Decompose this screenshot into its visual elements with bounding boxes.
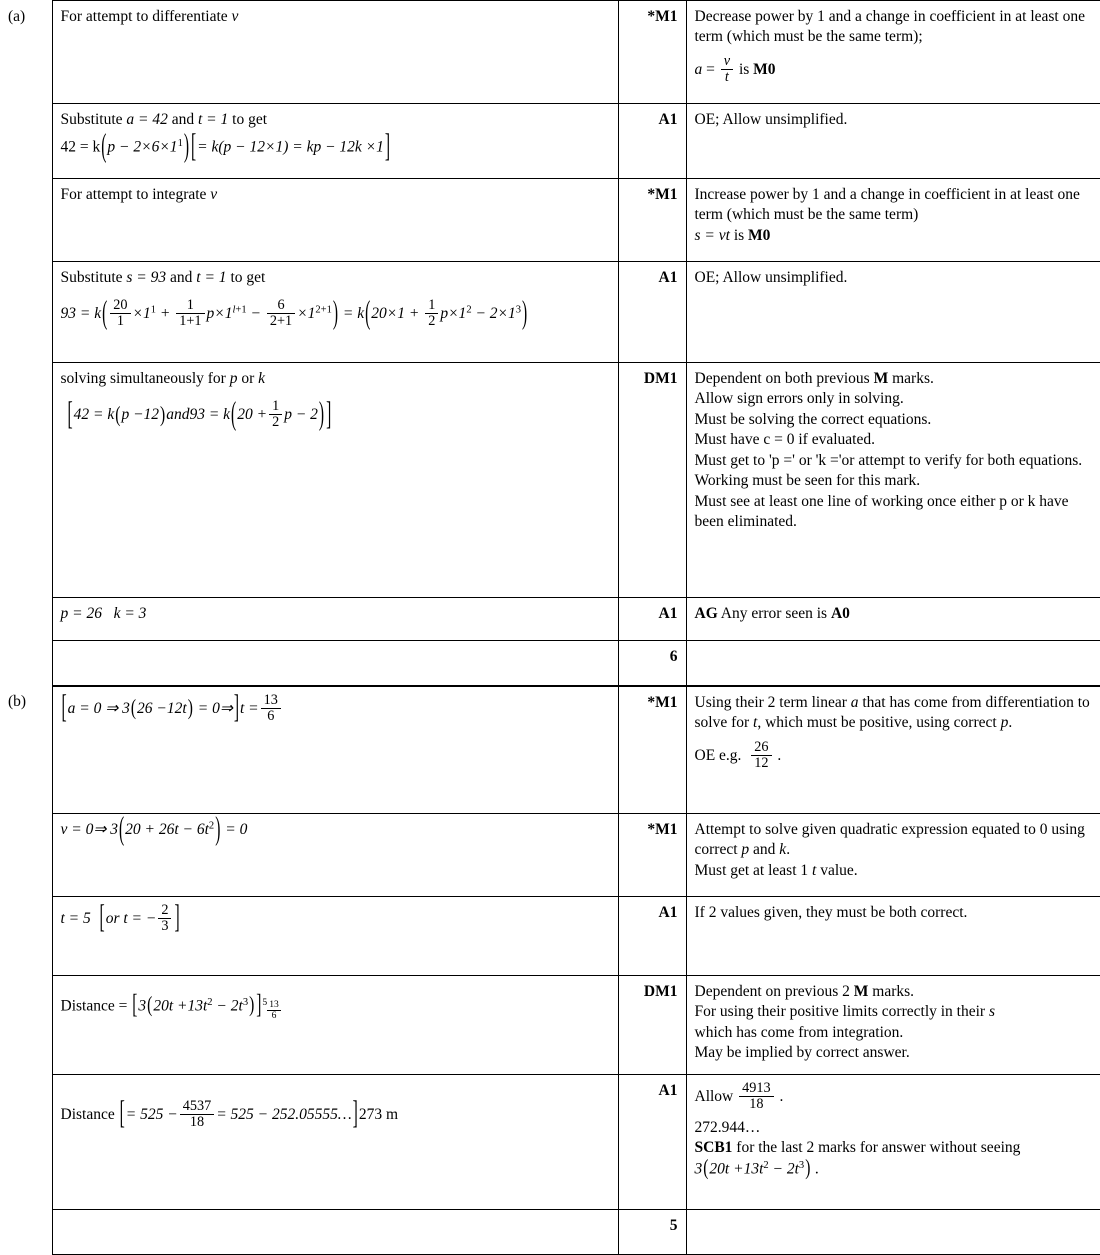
- and-word: and: [753, 841, 776, 859]
- part-label-blank: [0, 1209, 52, 1254]
- final-answer: 273 m: [358, 1105, 399, 1123]
- or-t-equals: or t = −: [105, 910, 157, 928]
- t-equals-1: t = 1: [196, 269, 227, 286]
- equation-line: [60, 900, 181, 936]
- equation-line: [a = 0 ⇒ 3(26 −12t) = 0⇒]t = $\frac{13}{6}$: [61, 700, 283, 717]
- note-line: Allow sign errors only in solving.: [694, 390, 904, 408]
- k-value: k = 3: [113, 605, 147, 622]
- mark-cell: *M1: [618, 179, 686, 262]
- mark-cell: A1: [618, 598, 686, 641]
- fraction-numerator: 2: [161, 902, 169, 918]
- table-row: [0, 598, 1100, 641]
- note-text: Dependent on previous 2: [694, 983, 850, 1000]
- part-label-blank: [0, 363, 52, 598]
- notes-cell: [686, 814, 1100, 897]
- working-cell: [52, 598, 618, 641]
- mark-cell: *M1: [618, 814, 686, 897]
- working-text: For attempt to integrate: [60, 186, 207, 203]
- paren-close: ): [183, 129, 189, 165]
- note-text: Using their 2 term linear: [694, 694, 847, 711]
- part-label-blank: [0, 976, 52, 1075]
- note-line: [695, 693, 1092, 734]
- table-row: [0, 179, 1100, 262]
- subtotal-mark: 5: [618, 1209, 686, 1254]
- note-text-3: , which must be positive, using correct: [757, 714, 997, 732]
- notes-cell: OE; Allow unsimplified.: [686, 262, 1100, 363]
- paren-close: ): [249, 993, 255, 1018]
- equation-lhs: 42 = k: [60, 138, 101, 156]
- equation-part-2: = 525 − 252.05555…: [216, 1105, 352, 1123]
- paren-open: (: [147, 993, 153, 1018]
- and-word: and: [170, 269, 193, 286]
- fraction-denominator: 18: [739, 1096, 774, 1112]
- paren-open: (: [102, 295, 108, 332]
- equation-line: 93 = k( $\frac{20}{1}$ $\times 1^1$ + $\frac{1}{1+1}$ $p\times 1^{l+1}$ − $\frac{6}{2+1}$ $\times 1^{2+1}) = k(20\times 1$ + $\frac{1}{2}$ $p\times 1^2 - 2\times 1^3$): [61, 298, 610, 329]
- note-line-oe: [695, 740, 1092, 771]
- notes-cell-empty: [686, 1209, 1100, 1254]
- note-text-2: that has come from differentiation to solve for: [694, 694, 1090, 732]
- bracket-close: ]: [256, 990, 262, 1021]
- fraction-4913-over-18: [739, 1081, 774, 1112]
- note-line-math: [695, 54, 1092, 85]
- to-get: to get: [232, 111, 268, 128]
- fraction-26-over-12: [751, 740, 771, 771]
- note-line: Increase power by 1 and a change in coefficient in at least one term (which must be the same term): [694, 186, 1080, 224]
- equation-line: Distance = [$3(20t +13t^2 - 2t^3)$ ]5 $\frac{13}{6}$: [61, 996, 281, 1021]
- note-line: [695, 982, 1092, 1002]
- bracket-open: [: [99, 900, 105, 936]
- subtotal-mark: 6: [618, 641, 686, 687]
- part-label-blank: [0, 598, 52, 641]
- paren-open-2: (: [231, 396, 237, 433]
- distance-label: Distance: [60, 1105, 115, 1123]
- note-text-3: value.: [820, 861, 858, 879]
- s-equals-vt: s = vt: [694, 226, 730, 244]
- paren-close: ): [805, 1155, 811, 1181]
- fraction-numerator: 26: [754, 738, 769, 755]
- fraction-1-over-2: $\frac{1}{2}$: [425, 298, 438, 329]
- notes-cell: [686, 363, 1100, 598]
- note-text-tail: marks.: [872, 983, 915, 1000]
- variable-v: v: [231, 8, 239, 25]
- part-label-blank: [0, 104, 52, 179]
- is-word: is: [738, 61, 750, 79]
- fraction-denominator: 18: [180, 1114, 215, 1130]
- notes-cell-empty: [686, 641, 1100, 687]
- note-text-4: .: [1008, 714, 1013, 732]
- bracket-open: [: [67, 396, 73, 433]
- table-row: [0, 104, 1100, 179]
- working-cell: [52, 1074, 618, 1209]
- note-line: Must be solving the correct equations.: [694, 410, 932, 428]
- fraction-numerator: v: [723, 52, 731, 69]
- exponent: 1: [177, 138, 183, 150]
- s-symbol: s: [988, 1003, 996, 1021]
- fraction-2-over-3: [158, 903, 171, 934]
- mark-cell: *M1: [618, 686, 686, 814]
- working-cell: [52, 179, 618, 262]
- note-line-math: [695, 226, 1092, 246]
- note-line: May be implied by correct answer.: [694, 1044, 910, 1062]
- is-word: is: [733, 226, 745, 244]
- note-line: [695, 861, 1092, 881]
- note-text: for the last 2 marks for answer without seeing: [736, 1139, 1021, 1157]
- working-cell: [52, 104, 618, 179]
- scb1-label: SCB1: [694, 1139, 733, 1157]
- fraction-4537-over-18: [180, 1099, 215, 1130]
- p-symbol: p: [229, 370, 238, 387]
- note-line-sc: [695, 1138, 1092, 1158]
- fraction-13-over-6: $\frac{13}{6}$: [261, 693, 281, 724]
- bracket-close: ]: [326, 396, 332, 433]
- paren-close-2: ): [318, 396, 325, 433]
- part-label-a: (a): [8, 7, 26, 25]
- ag-label: AG: [694, 605, 718, 622]
- equation-line: v = 0⇒ $3(20 + 26t - 6t^2) = 0$: [61, 821, 248, 838]
- t-equals-1: t = 1: [198, 111, 229, 128]
- table-row: [0, 363, 1100, 598]
- m0-label: M0: [748, 226, 771, 244]
- mark-cell: A1: [618, 262, 686, 363]
- paren-close: ): [332, 295, 339, 332]
- bracket-close: ]: [174, 900, 180, 936]
- working-text: solving simultaneously for: [60, 370, 226, 387]
- m0-label: M0: [753, 61, 776, 79]
- p-value: p = 26: [60, 605, 102, 622]
- note-text: Dependent on both previous: [694, 370, 870, 387]
- note-line: [695, 820, 1092, 861]
- bracket-open: [: [132, 990, 138, 1021]
- working-cell: [52, 1, 618, 104]
- working-text: Substitute: [60, 269, 123, 286]
- notes-cell: [686, 976, 1100, 1075]
- note-line: which has come from integration.: [694, 1023, 904, 1041]
- working-cell: [52, 686, 618, 814]
- bracket-open: [: [61, 690, 67, 726]
- note-line: 272.944…: [694, 1118, 761, 1136]
- t-equals-5: t = 5: [60, 910, 91, 928]
- equation-line: [60, 1096, 399, 1132]
- notes-cell: OE; Allow unsimplified.: [686, 104, 1100, 179]
- part-label-blank: [0, 897, 52, 976]
- fraction-numerator: 4913: [742, 1079, 771, 1096]
- working-cell-empty: [52, 1209, 618, 1254]
- note-line: Decrease power by 1 and a change in coefficient in at least one term (which must be the same term);: [694, 8, 1085, 46]
- equation-line: [60, 129, 610, 165]
- equation-line: [42 = k(p −12)and93 = k(20 + $\frac{1}{2}$ p − 2) ]: [61, 399, 610, 430]
- to-get: to get: [230, 269, 266, 286]
- equals-sign: =: [706, 61, 715, 79]
- equation-part-1: = 525 −: [125, 1105, 178, 1123]
- table-row: [0, 1, 1100, 104]
- note-text-2: For using their positive limits correctly in their: [694, 1003, 986, 1021]
- bracket-close: ]: [233, 690, 239, 726]
- period: .: [786, 841, 791, 859]
- k-symbol: k: [258, 370, 266, 387]
- p-symbol: p: [1000, 714, 1009, 732]
- fraction-6-over-2plus1: $\frac{6}{2+1}$: [267, 298, 295, 329]
- t-symbol: t: [812, 861, 817, 879]
- note-text-tail: marks.: [892, 370, 934, 387]
- fraction-denominator: 3: [158, 918, 171, 934]
- upper-limit: 5: [262, 997, 268, 1009]
- bracket-close: ]: [384, 129, 391, 165]
- note-text: Any error seen is: [720, 605, 828, 622]
- note-line-expression: $3(20t +13t^2 - 2t^3)$ .: [695, 1159, 1092, 1180]
- note-text-2: Must get at least 1: [694, 861, 809, 879]
- period: .: [779, 1087, 784, 1105]
- paren-open: (: [101, 129, 107, 165]
- table-row: [0, 976, 1100, 1075]
- period: .: [777, 747, 782, 765]
- a-symbol: a: [850, 694, 859, 711]
- m-bold: M: [873, 370, 889, 387]
- note-line: Must see at least one line of working once either p or k have been eliminated.: [694, 492, 1069, 531]
- lower-limit: $\frac{13}{6}$: [269, 998, 279, 1021]
- bracket-close: ]: [352, 1096, 358, 1132]
- working-cell: [52, 897, 618, 976]
- table-row: [0, 1074, 1100, 1209]
- table-row-subtotal: [0, 641, 1100, 687]
- working-cell: [52, 262, 618, 363]
- fraction-denominator: t: [724, 68, 729, 85]
- part-label-blank: [0, 814, 52, 897]
- paren-open: (: [130, 695, 137, 721]
- note-line: Working must be seen for this mark.: [694, 472, 921, 490]
- table-row: [0, 897, 1100, 976]
- table-row-subtotal: [0, 1209, 1100, 1254]
- a0-label: A0: [830, 605, 850, 622]
- oe-text: OE e.g.: [694, 747, 742, 765]
- part-label-blank: [0, 262, 52, 363]
- mark-cell: A1: [618, 897, 686, 976]
- paren-open-2: (: [365, 295, 371, 332]
- paren-close-2: ): [522, 295, 528, 332]
- equation-inner: p − 2×6×1: [107, 138, 178, 156]
- note-text: Attempt to solve given quadratic expression equated to 0 using correct: [694, 821, 1085, 859]
- part-label-blank: [0, 1074, 52, 1209]
- fraction-numerator: 4537: [182, 1097, 212, 1114]
- table-row: [0, 262, 1100, 363]
- working-text: For attempt to differentiate: [60, 8, 228, 25]
- note-line-allow: [695, 1081, 1092, 1112]
- note-line: Must get to 'p =' or 'k ='or attempt to verify for both equations.: [694, 451, 1083, 469]
- working-cell: [52, 976, 618, 1075]
- paren-close: ): [160, 402, 166, 428]
- or-word: or: [241, 370, 255, 387]
- a-equals-42: a = 42: [126, 111, 168, 128]
- notes-cell: If 2 values given, they must be both correct.: [686, 897, 1100, 976]
- fraction-20-over-1: $\frac{20}{1}$: [110, 298, 130, 329]
- paren-open: (: [703, 1155, 709, 1181]
- allow-text: Allow: [694, 1087, 734, 1105]
- mark-cell: A1: [618, 104, 686, 179]
- notes-cell: [686, 1, 1100, 104]
- notes-cell: [686, 598, 1100, 641]
- note-line: [695, 1002, 1092, 1022]
- paren-open: (: [115, 402, 121, 428]
- notes-cell: [686, 1074, 1100, 1209]
- fraction-v-over-t: [721, 54, 733, 85]
- and-word: and: [171, 111, 195, 128]
- a-symbol: a: [694, 61, 703, 79]
- mark-cell: A1: [618, 1074, 686, 1209]
- bracket-open: [: [119, 1096, 125, 1132]
- part-label-blank: [0, 641, 52, 687]
- table-row: [0, 686, 1100, 814]
- working-cell-empty: [52, 641, 618, 687]
- m-bold: M: [853, 983, 869, 1000]
- working-cell: [52, 363, 618, 598]
- p-symbol: p: [741, 841, 750, 859]
- mark-cell: DM1: [618, 363, 686, 598]
- mark-cell: *M1: [618, 1, 686, 104]
- working-text: Substitute: [60, 111, 123, 128]
- notes-cell: [686, 179, 1100, 262]
- paren-close: ): [215, 811, 221, 848]
- note-line: [695, 369, 1092, 389]
- part-label-b: (b): [8, 693, 27, 710]
- t-symbol: t: [753, 714, 758, 732]
- fraction-1-over-1plus1: $\frac{1}{1+1}$: [176, 298, 204, 329]
- part-label-blank: [0, 179, 52, 262]
- paren-open: (: [118, 811, 125, 848]
- working-cell: [52, 811, 618, 897]
- table-row: [0, 814, 1100, 897]
- equation-bracketed: = k(p − 12×1) = kp − 12k ×1: [197, 138, 384, 156]
- fraction-denominator: 12: [751, 755, 771, 771]
- bracket-open: [: [191, 129, 197, 165]
- notes-cell: [686, 686, 1100, 814]
- k-symbol: k: [779, 841, 787, 859]
- paren-close: ): [187, 695, 193, 721]
- note-line: Must have c = 0 if evaluated.: [694, 431, 875, 449]
- distance-label: Distance =: [60, 997, 128, 1015]
- fraction-1-over-2: $\frac{1}{2}$: [269, 399, 282, 430]
- s-equals-93: s = 93: [126, 269, 167, 286]
- variable-v: v: [210, 186, 218, 203]
- mark-cell: DM1: [618, 976, 686, 1075]
